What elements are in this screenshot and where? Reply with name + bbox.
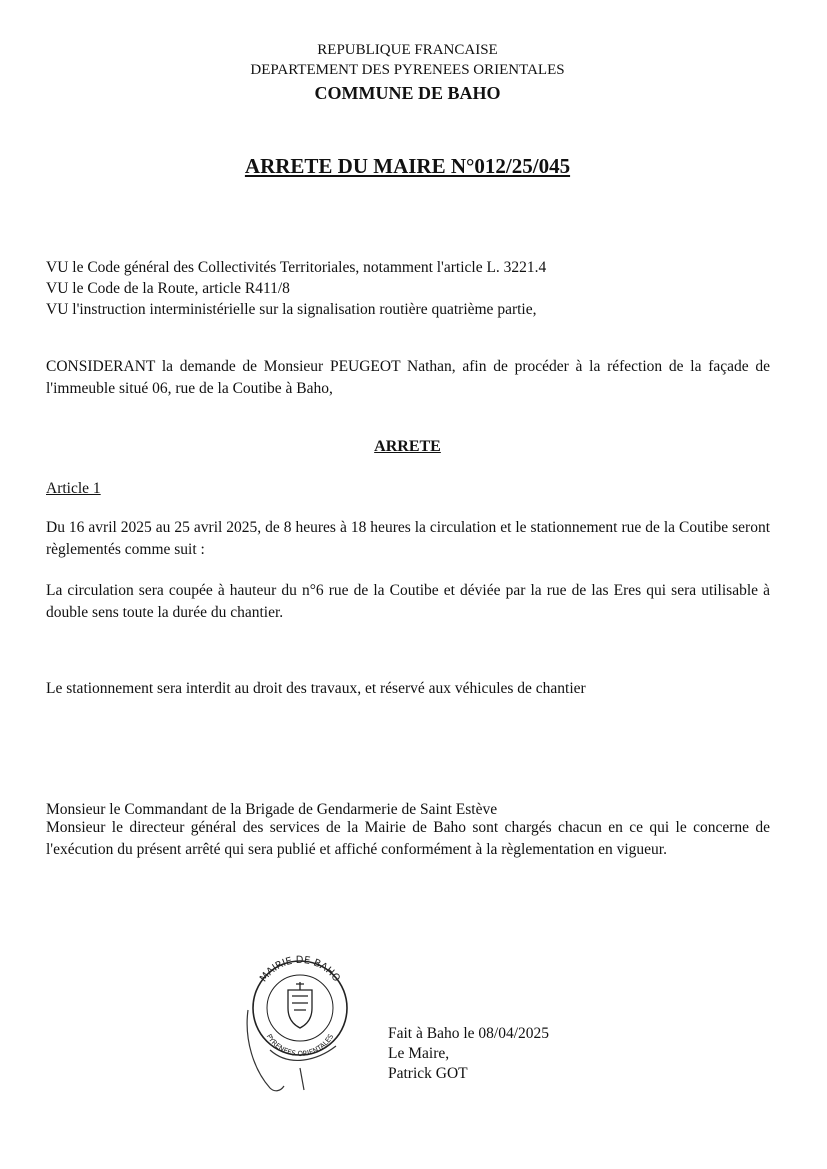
- visa-line: VU l'instruction interministérielle sur la signalisation routière quatrième partie,: [46, 301, 537, 318]
- decree-title: ARRETE DU MAIRE N°012/25/045: [244, 154, 571, 178]
- header-commune: COMMUNE DE BAHO: [314, 83, 501, 103]
- arrete-heading: ARRETE: [374, 438, 441, 455]
- header-republic: REPUBLIQUE FRANCAISE: [317, 42, 498, 58]
- header-department: DEPARTEMENT DES PYRENEES ORIENTALES: [250, 62, 565, 78]
- visa-line: VU le Code de la Route, article R411/8: [46, 280, 290, 297]
- visa-line: VU le Code général des Collectivités Territoriales, notamment l'article L. 3221.4: [46, 259, 547, 276]
- article-1-paragraph-2: La circulation sera coupée à hauteur du n°6 rue de la Coutibe et déviée par la rue de las Eres qui sera utilisable à double sens toute la durée du chantier.: [46, 582, 770, 621]
- execution-paragraph: Monsieur le directeur général des services de la Mairie de Baho sont chargés chacun en ce qui le concerne de l'exécution du présent arrêté qui sera publié et affiché conformément à la règlementation en vigueur.: [46, 819, 770, 858]
- stamp-top-text: MAIRIE DE BAHO: [258, 954, 342, 985]
- article-1-paragraph-1: Du 16 avril 2025 au 25 avril 2025, de 8 heures à 18 heures la circulation et le stationnement rue de la Coutibe seront règlementés comme suit :: [46, 519, 770, 558]
- execution-line-1: Monsieur le Commandant de la Brigade de Gendarmerie de Saint Estève: [46, 801, 498, 818]
- signature-role: Le Maire,: [388, 1045, 450, 1062]
- article-1-label: Article 1: [46, 480, 101, 497]
- svg-text:MAIRIE DE BAHO: [258, 955, 342, 984]
- article-1-paragraph-3: Le stationnement sera interdit au droit des travaux, et réservé aux véhicules de chantier: [46, 680, 586, 697]
- signature-name: Patrick GOT: [388, 1065, 468, 1082]
- coat-of-arms-icon: [288, 982, 312, 1028]
- signature-place-date: Fait à Baho le 08/04/2025: [388, 1025, 550, 1042]
- mairie-stamp: [240, 950, 360, 1095]
- stamp-bottom-text: PYRENEES ORIENTALES: [264, 1032, 336, 1059]
- considerant-paragraph: CONSIDERANT la demande de Monsieur PEUGEOT Nathan, afin de procéder à la réfection de la façade de l'immeuble situé 06, rue de la Coutibe à Baho,: [46, 358, 770, 397]
